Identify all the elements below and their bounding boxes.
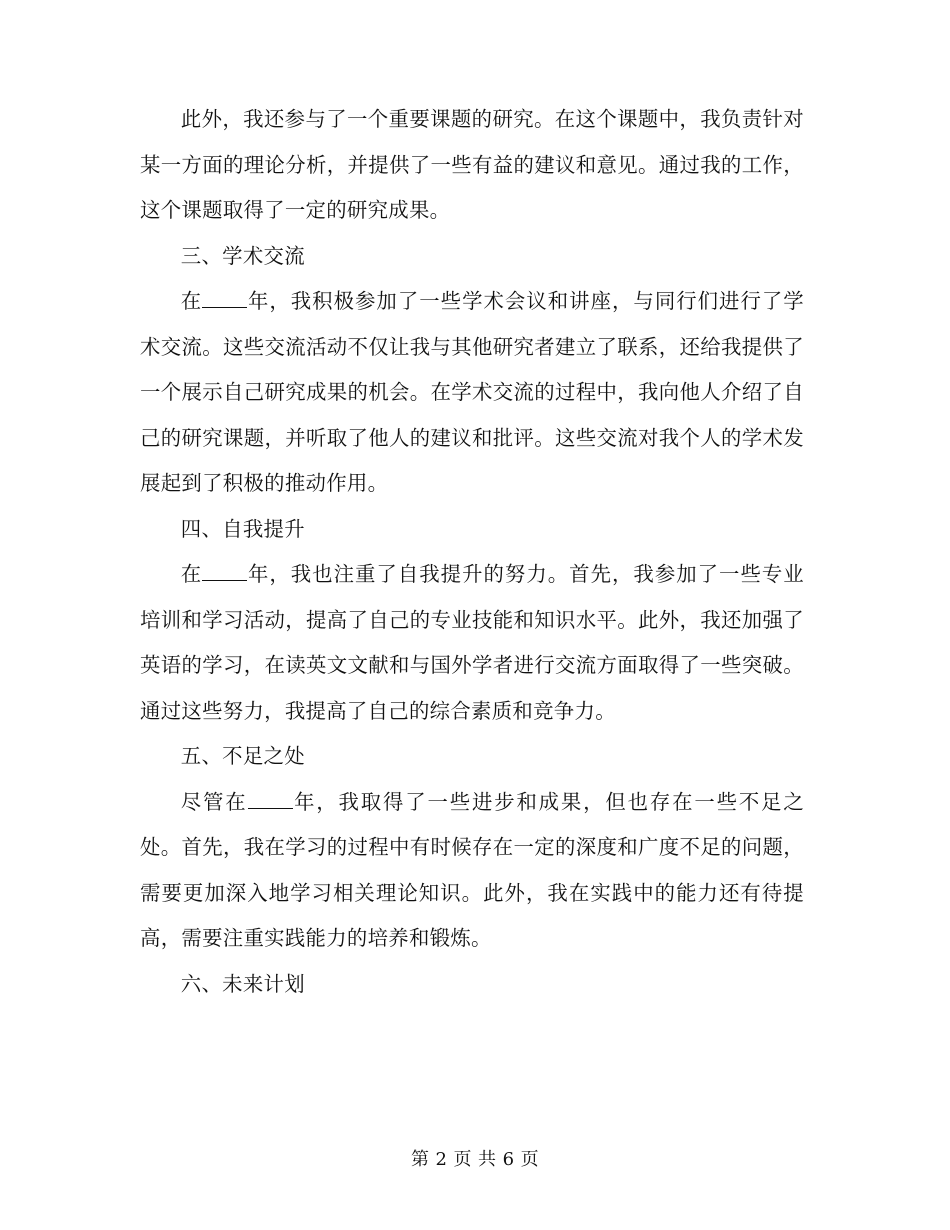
- section-heading-future-plan: 六、未来计划: [180, 971, 305, 996]
- page-label-suffix: 页: [520, 1149, 539, 1170]
- section-heading-shortcomings: 五、不足之处: [180, 744, 305, 768]
- page-label-prefix: 第: [411, 1149, 430, 1170]
- document-body: [140, 97, 804, 1007]
- page-label-mid: 页 共: [453, 1149, 497, 1170]
- paragraph-text-rest: 年，我积极参加了一些学术会议和讲座，与同行们进行了学术交流。这些交流活动不仅让我与其他研究者建立了联系，还给我提供了一个展示自己研究成果的机会。在学术交流的过程中，我向他人介绍了自己的研究课题，并听取了他人的建议和批评。这些交流对我个人的学术发展起到了积极的推动作用。: [140, 289, 804, 495]
- paragraph-text-start: 在: [180, 289, 203, 313]
- paragraph-academic-exchange: [140, 279, 804, 507]
- paragraph-text-rest: 年，我取得了一些进步和成果，但也存在一些不足之处。首先，我在学习的过程中有时候存在一定的深度和广度不足的问题，需要更加深入地学习相关理论知识。此外，我在实践中的能力还有待提高，需要注重实践能力的培养和锻炼。: [140, 789, 804, 950]
- paragraph-self-improvement: [140, 552, 804, 734]
- page-footer: [0, 1146, 950, 1174]
- total-pages-number: 6: [502, 1149, 515, 1170]
- paragraph-text-start: 尽管在: [180, 789, 248, 814]
- section-heading-academic-exchange: 三、学术交流: [180, 243, 305, 268]
- current-page-number: 2: [435, 1149, 448, 1170]
- year-blank: [248, 786, 293, 808]
- paragraph-shortcomings: [140, 780, 804, 962]
- paragraph-text-rest: 年，我也注重了自我提升的努力。首先，我参加了一些专业培训和学习活动，提高了自己的专业技能和知识水平。此外，我还加强了英语的学习，在读英文文献和与国外学者进行交流方面取得了一些突破。通过这些努力，我提高了自己的综合素质和竞争力。: [140, 562, 804, 723]
- year-blank: [202, 559, 247, 581]
- year-blank: [202, 286, 247, 308]
- paragraph-text-start: 在: [180, 562, 203, 586]
- paragraph-research-topic: 此外，我还参与了一个重要课题的研究。在这个课题中，我负责针对某一方面的理论分析，并提供了一些有益的建议和意见。通过我的工作，这个课题取得了一定的研究成果。: [140, 107, 804, 222]
- section-heading-self-improvement: 四、自我提升: [180, 516, 305, 541]
